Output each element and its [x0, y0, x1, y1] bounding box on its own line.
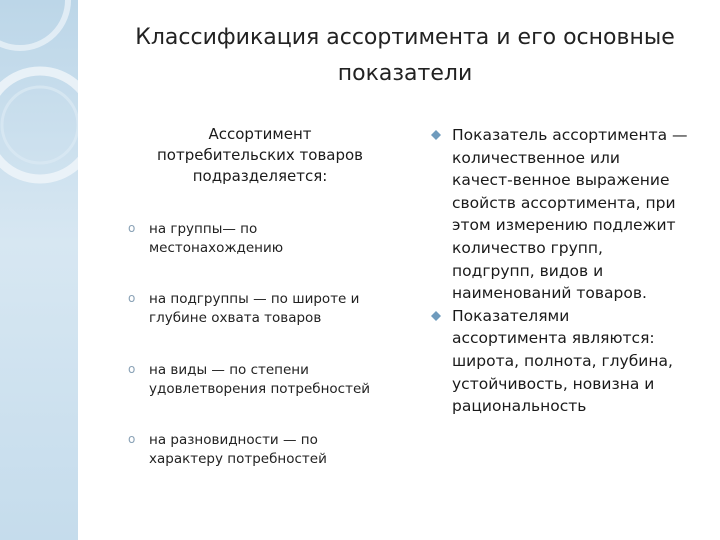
definition-text	[452, 305, 713, 418]
list-item-text	[149, 220, 401, 258]
definition-line: этом измерению подлежит	[452, 216, 676, 235]
definition-line: наименований товаров.	[452, 284, 647, 303]
title-line-1: Классификация ассортимента и его основные	[135, 25, 675, 50]
definition-line: количество групп,	[452, 238, 603, 257]
list-item-line: местонахождению	[149, 240, 284, 256]
definition-line: Показатель ассортимента —	[452, 126, 688, 144]
list-item-line: на подгруппы — по широте и	[149, 291, 360, 307]
slide-title	[100, 20, 710, 92]
circle-bullet-icon: o	[128, 221, 136, 235]
list-item-line: на разновидности — по	[149, 432, 318, 448]
definition-line: рациональность	[452, 397, 587, 416]
title-line-2: показатели	[337, 61, 473, 86]
circle-bullet-icon: o	[128, 291, 136, 305]
list-item-line: удовлетворения потребностей	[149, 381, 371, 397]
definition-item	[428, 124, 713, 305]
definition-text	[452, 124, 713, 305]
list-item-line: на группы— по	[149, 221, 258, 237]
definition-line: устойчивость, новизна и	[452, 374, 655, 393]
list-item-line: характеру потребностей	[149, 451, 327, 467]
list-item-text	[149, 290, 401, 328]
definition-item	[428, 305, 713, 418]
left-heading	[140, 124, 380, 187]
list-item-text	[149, 431, 401, 469]
left-heading-line-3: подразделяется:	[192, 167, 328, 185]
diamond-bullet-icon	[431, 130, 441, 140]
circle-bullet-icon: o	[128, 432, 136, 446]
diamond-bullet-icon	[431, 311, 441, 321]
list-item-text	[149, 361, 401, 399]
definition-line: свойств ассортимента, при	[452, 193, 676, 212]
left-heading-line-2: потребительских товаров	[156, 146, 364, 164]
definition-line: широта, полнота, глубина,	[452, 351, 673, 370]
list-item-line: глубине охвата товаров	[149, 310, 322, 326]
definition-line: качест-венное выражение	[452, 171, 670, 190]
left-heading-line-1: Ассортимент	[208, 125, 312, 143]
right-column	[428, 124, 713, 418]
decorative-sidebar	[0, 0, 78, 540]
list-item-line: на виды — по степени	[149, 362, 309, 378]
definition-line: количественное или	[452, 148, 621, 167]
definition-line: ассортимента являются:	[452, 329, 655, 348]
decorative-ring-top	[0, 0, 78, 60]
definition-line: подгрупп, видов и	[452, 261, 604, 280]
circle-bullet-icon: o	[128, 362, 136, 376]
definition-line: Показателями	[452, 306, 570, 325]
decorative-ring-large	[0, 55, 78, 205]
